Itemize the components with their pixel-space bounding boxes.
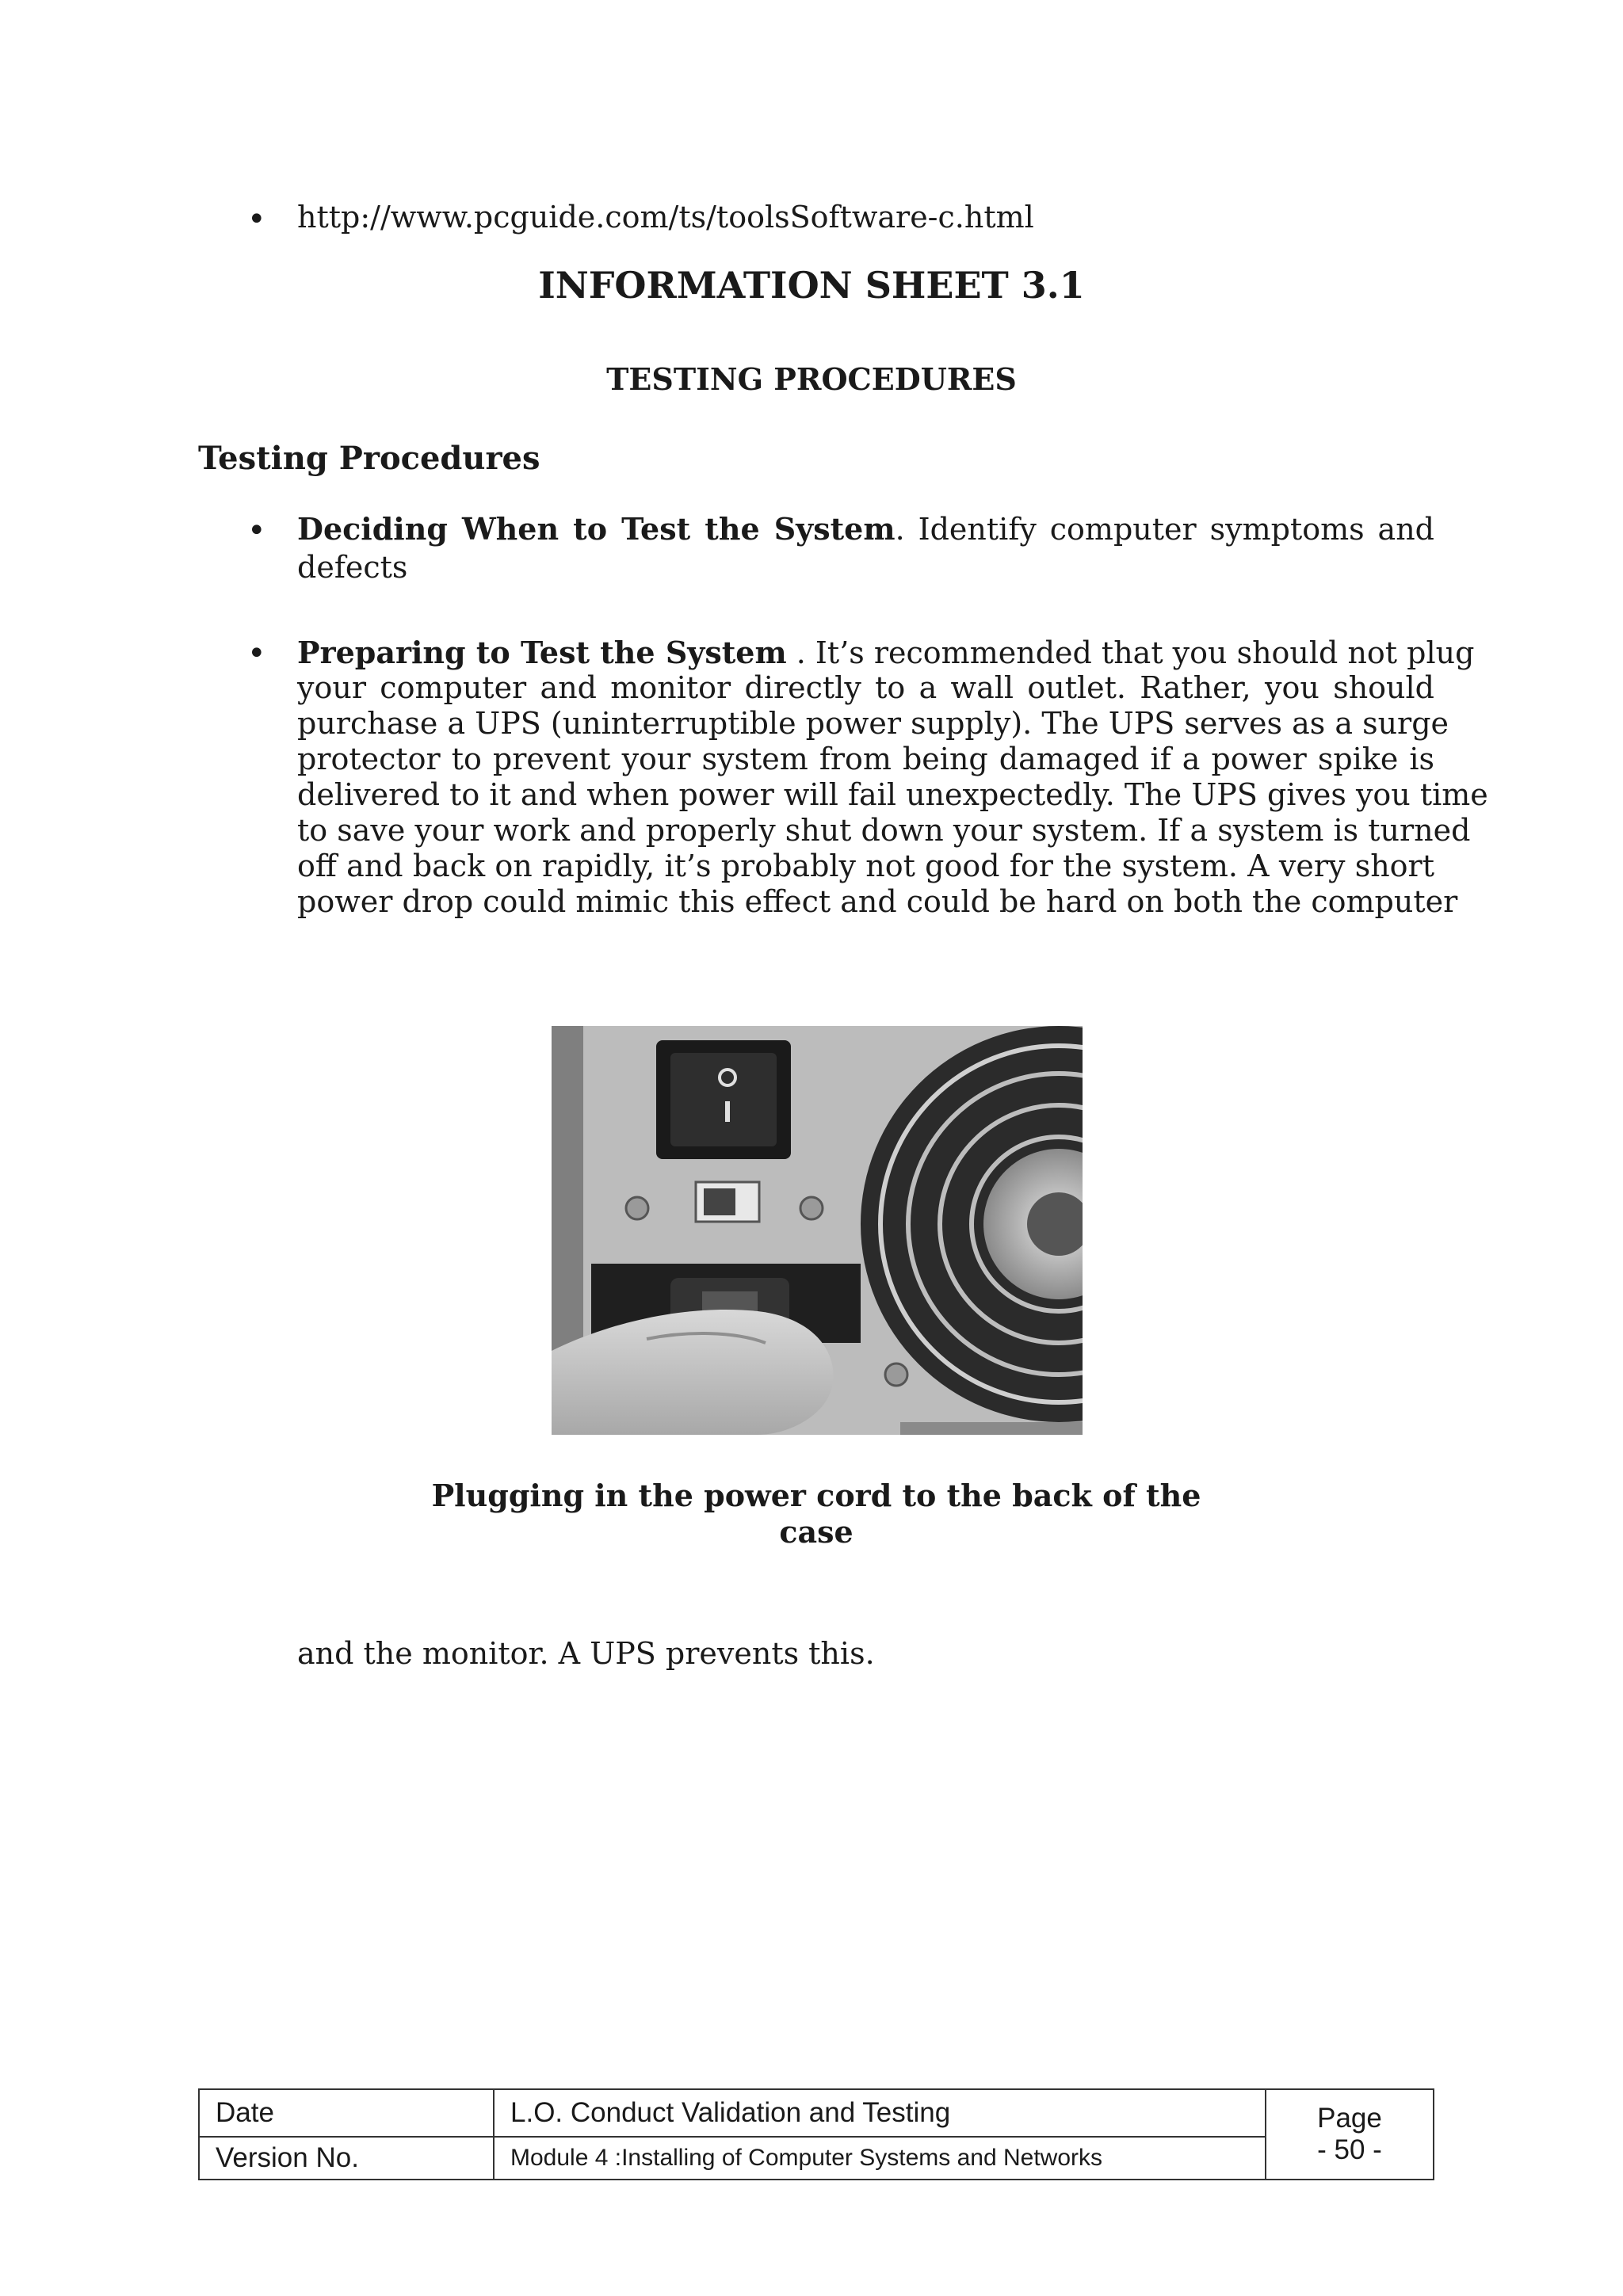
sheet-subtitle: TESTING PROCEDURES	[606, 361, 1017, 397]
footer-page-cell	[1266, 2089, 1434, 2180]
footer-module-text: Module 4 :Installing of Computer Systems and Networks	[494, 2137, 1266, 2180]
footer-version-label: Version No.	[199, 2137, 494, 2180]
bullet-marker: •	[247, 201, 266, 238]
figure-caption	[0, 1478, 1623, 1550]
footer-table	[198, 2088, 1434, 2180]
footer-row	[199, 2089, 1434, 2137]
bullet-preparing-text: . It’s recommended that you should not plug	[786, 635, 1475, 670]
figure-caption-line2: case	[779, 1514, 854, 1550]
footer-page-number: - 50 -	[1317, 2134, 1382, 2165]
bullet-preparing-label: Preparing to Test the System	[297, 635, 787, 670]
bullet-marker: •	[247, 513, 266, 549]
footer-page-label: Page	[1317, 2103, 1382, 2134]
paragraph-line: off and back on rapidly, it’s probably not good for the system. A very short	[297, 849, 1434, 883]
bullet-preparing-paragraph	[297, 635, 1488, 920]
bullet-deciding-text: Identify computer symptoms and	[918, 512, 1435, 547]
bullet-deciding-line2: defects	[297, 550, 408, 585]
paragraph-line: purchase a UPS (uninterruptible power supply). The UPS serves as a surge	[297, 706, 1449, 741]
paragraph-line: power drop could mimic this effect and could be hard on both the computer	[297, 884, 1458, 919]
section-heading: Testing Procedures	[198, 440, 540, 477]
power-supply-photo	[552, 1026, 1083, 1435]
bullet-deciding-punct: .	[895, 512, 905, 547]
footer-row	[199, 2137, 1434, 2180]
footer-date-label: Date	[199, 2089, 494, 2137]
paragraph-line: protector to prevent your system from being damaged if a power spike is	[297, 742, 1434, 776]
bullet-deciding-line1	[297, 511, 1434, 547]
paragraph-line: delivered to it and when power will fail unexpectedly. The UPS gives you time	[297, 777, 1488, 812]
figure-caption-line1: Plugging in the power cord to the back of the	[431, 1478, 1201, 1513]
closing-text: and the monitor. A UPS prevents this.	[297, 1636, 875, 1671]
sheet-title: INFORMATION SHEET 3.1	[538, 264, 1085, 307]
paragraph-line: to save your work and properly shut down your system. If a system is turned	[297, 813, 1471, 848]
bullet-deciding-label: Deciding When to Test the System	[297, 511, 896, 547]
paragraph-line	[297, 635, 1475, 670]
reference-link[interactable]: http://www.pcguide.com/ts/toolsSoftware-c.html	[297, 200, 1034, 235]
footer-lo-text: L.O. Conduct Validation and Testing	[494, 2089, 1266, 2137]
paragraph-line: your computer and monitor directly to a wall outlet. Rather, you should	[297, 670, 1434, 705]
bullet-marker: •	[247, 635, 266, 672]
